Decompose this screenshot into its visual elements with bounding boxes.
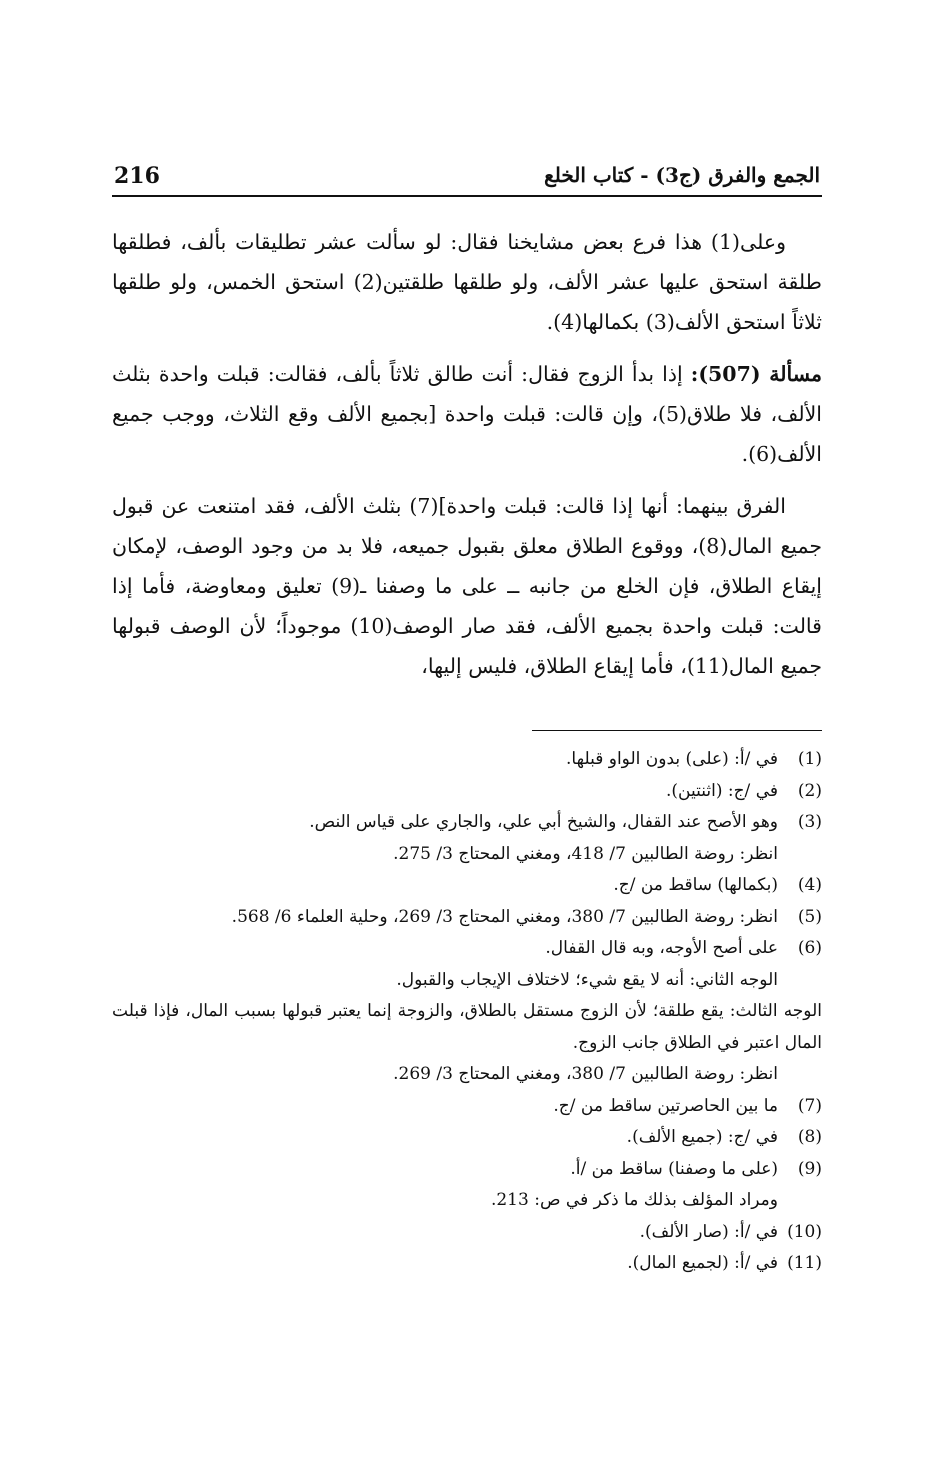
- footnote-text: انظر: روضة الطالبين 7/ 418، ومغني المحتاج 3/ 275.: [393, 843, 778, 864]
- footnote-number: (3): [797, 812, 822, 832]
- page-header: [112, 163, 822, 197]
- footnote-number: (11): [787, 1253, 822, 1273]
- footnote: [112, 902, 822, 934]
- main-text: [112, 222, 822, 686]
- footnote-text: انظر: روضة الطالبين 7/ 380، ومغني المحتاج 3/ 269.: [393, 1064, 778, 1084]
- page-number: 216: [114, 163, 160, 189]
- footnote: [112, 807, 822, 839]
- paragraph-2: [112, 354, 822, 474]
- footnote-continuation: [112, 996, 822, 1059]
- footnote: [112, 1091, 822, 1123]
- issue-label: مسألة (507):: [690, 362, 822, 386]
- footnote-text: في /أ: (لجميع المال).: [627, 1253, 778, 1273]
- footnote-text: الوجه الثاني: أنه لا يقع شيء؛ لاختلاف الإيجاب والقبول.: [396, 969, 778, 990]
- footnote-continuation: [112, 1185, 822, 1217]
- footnote-text: ومراد المؤلف بذلك ما ذكر في ص: 213.: [490, 1190, 778, 1210]
- footnote-separator: [532, 730, 822, 731]
- footnote-number: (5): [797, 906, 822, 927]
- footnote-number: (9): [797, 1158, 822, 1179]
- footnote-text: على أصح الأوجه، وبه قال القفال.: [545, 938, 778, 958]
- paragraph-3: الفرق بينهما: أنها إذا قالت: قبلت واحدة](7) بثلث الألف، فقد امتنعت عن قبول جميع المال(8)، ووقوع الطلاق معلق بقبول جميعه، فلا بد من وجود الوصف، لإمكان إيقاع الطلاق، فإن الخلع من جانبه ــ على ما وصفنا ـ(9) تعليق ومعاوضة، فأما إذا قالت: قبلت واحدة بجميع الألف، فقد صار الوصف(10) موجوداً؛ لأن الوصف قبولها جميع المال(11)، فأما إيقاع الطلاق، فليس إليها،: [112, 494, 822, 678]
- footnote-text: (على ما وصفنا) ساقط من /أ.: [570, 1158, 778, 1179]
- footnote: [112, 1154, 822, 1186]
- footnote-text: في /ج: (اثنتين).: [666, 780, 778, 801]
- footnote-number: (6): [797, 938, 822, 958]
- footnotes: [112, 744, 822, 1280]
- footnote: [112, 744, 822, 776]
- footnote-text: في /أ: (على) بدون الواو قبلها.: [566, 749, 778, 769]
- footnote-number: (1): [797, 749, 822, 769]
- footnote-number: (2): [797, 780, 822, 801]
- footnote-text: في /ج: (جميع الألف).: [626, 1127, 778, 1147]
- footnote: [112, 776, 822, 808]
- footnote-continuation: [112, 965, 822, 997]
- issue-text: إذا بدأ الزوج فقال: أنت طالق ثلاثاً بألف، فقالت: قبلت واحدة بثلث الألف، فلا طلاق(5)، وإن قالت: قبلت واحدة [بجميع الألف وقع الثلاث، ووجب جميع الألف(6).: [112, 362, 822, 466]
- footnote: [112, 1217, 822, 1249]
- footnote-text: وهو الأصح عند القفال، والشيخ أبي علي، والجاري على قياس النص.: [309, 812, 778, 832]
- running-title: الجمع والفرق (ج3) - كتاب الخلع: [544, 163, 820, 187]
- footnote-text: الوجه الثالث: يقع طلقة؛ لأن الزوج مستقل بالطلاق، والزوجة إنما يعتبر قبولها بسبب المال، فإذا قبلت المال اعتبر في الطلاق جانب الزوج.: [112, 1001, 822, 1053]
- paragraph-1: وعلى(1) هذا فرع بعض مشايخنا فقال: لو سألت عشر تطليقات بألف، فطلقها طلقة استحق عليها عشر الألف، ولو طلقها طلقتين(2) استحق الخمس، ولو طلقها ثلاثاً استحق الألف(3) بكمالها(4).: [112, 230, 822, 334]
- footnote: [112, 933, 822, 965]
- footnote-continuation: [112, 1059, 822, 1091]
- footnote-continuation: [112, 839, 822, 871]
- footnote-number: (10): [787, 1221, 822, 1242]
- footnote-text: ما بين الحاصرتين ساقط من /ج.: [553, 1095, 778, 1116]
- footnote-text: في /أ: (صار الألف).: [639, 1221, 778, 1242]
- footnote-text: انظر: روضة الطالبين 7/ 380، ومغني المحتاج 3/ 269، وحلية العلماء 6/ 568.: [231, 906, 778, 927]
- footnote-number: (8): [797, 1127, 822, 1147]
- footnote-number: (7): [797, 1095, 822, 1116]
- footnote: [112, 870, 822, 902]
- footnote: [112, 1122, 822, 1154]
- footnote-number: (4): [797, 875, 822, 895]
- footnote: [112, 1248, 822, 1280]
- footnote-text: (بكمالها) ساقط من /ج.: [613, 875, 778, 895]
